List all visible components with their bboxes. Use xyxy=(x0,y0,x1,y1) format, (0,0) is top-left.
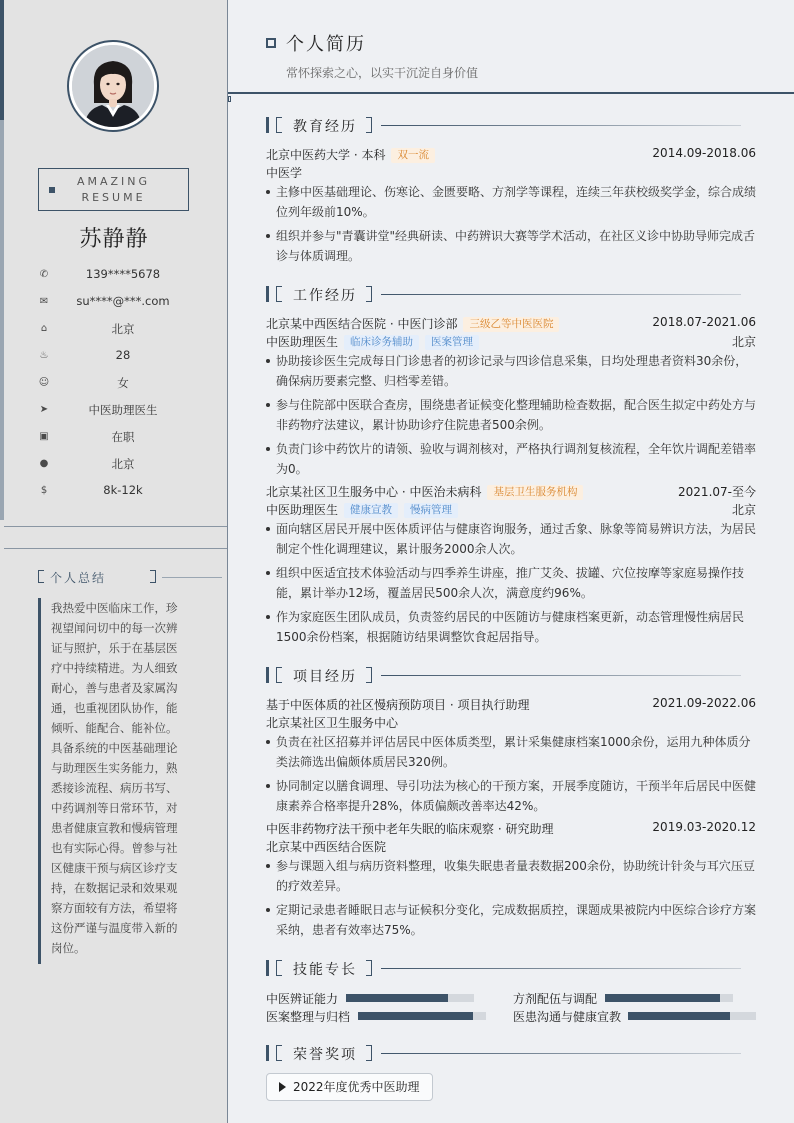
section-bar xyxy=(266,117,269,133)
page-title: 个人简历 xyxy=(286,34,366,55)
list-item: 协助接诊医生完成每日门诊患者的初诊记录与四诊信息采集，日均处理患者资料30余份，确保病历要素完整、归档零差错。 xyxy=(266,351,756,391)
job-bullets xyxy=(266,351,756,479)
badge-square-icon xyxy=(49,187,55,193)
sidebar-divider xyxy=(4,526,227,527)
honor-label: 2022年度优秀中医助理 xyxy=(293,1080,420,1094)
send-icon: ➤ xyxy=(39,404,49,415)
heading-rule xyxy=(381,125,741,126)
job-org: 北京某中西医结合医院 · 中医门诊部 xyxy=(266,317,458,331)
skill-item xyxy=(513,1008,756,1022)
summary-text: 我热爱中医临床工作，珍视望闻问切中的每一次辨证与照护，乐于在基层医疗中持续精进。为人细致耐心，善与患者及家属沟通，也重视团队协作，能倾听、能配合、能补位。具备系统的中医基础理论与助理医生实务能力，熟悉接诊流程、病历书写、中药调剂等日常环节，对患者健康宣教和慢病管理也有实际心得。曾参与社区健康干预与病区诊疗支持，在数据记录和效果观察方面较有方法，希望将这份严谨与温度带入新的岗位。 xyxy=(38,598,186,964)
honor-badge xyxy=(266,1073,433,1101)
skill-name: 方剂配伍与调配 xyxy=(513,992,598,1006)
bracket-right-icon xyxy=(366,117,372,133)
briefcase-icon: ▣ xyxy=(39,431,49,442)
info-row-phone xyxy=(0,264,228,291)
job-date: 2018.07-2021.06 xyxy=(652,315,756,329)
job-date: 2021.07-至今 xyxy=(678,485,756,499)
info-row-hometown xyxy=(0,318,228,345)
bracket-right-icon xyxy=(366,667,372,683)
section-title: 技能专长 xyxy=(293,962,357,978)
job-org-line xyxy=(266,315,559,332)
amazing-resume-badge xyxy=(38,168,189,211)
list-item: 组织中医适宜技术体验活动与四季养生讲座，推广艾灸、拔罐、穴位按摩等家庭易操作技能，累计举办12场，覆盖居民500余人次，满意度约96%。 xyxy=(266,563,756,603)
contact-info-list xyxy=(0,264,228,507)
cake-icon: ♨ xyxy=(39,350,49,361)
school-name: 北京中医药大学 · 本科 xyxy=(266,148,386,162)
job-role-line xyxy=(266,333,479,350)
list-item: 主修中医基础理论、伤寒论、金匮要略、方剂学等课程，连续三年获校级奖学金，综合成绩位列年级前10%。 xyxy=(266,182,756,222)
section-heading-projects xyxy=(266,665,756,685)
location-icon: ● xyxy=(39,458,49,469)
skill-item xyxy=(266,990,474,1004)
info-row-gender xyxy=(0,372,228,399)
info-row-position xyxy=(0,399,228,426)
job-role: 中医助理医生 xyxy=(266,503,339,517)
skill-bar-fill xyxy=(605,994,720,1002)
section-title: 荣誉奖项 xyxy=(293,1047,357,1063)
list-item: 面向辖区居民开展中医体质评估与健康咨询服务，通过舌象、脉象等简易辨识方法，为居民制定个性化调理建议，累计服务2000余人次。 xyxy=(266,519,756,559)
section-heading-education xyxy=(266,115,756,135)
section-heading-skills xyxy=(266,958,756,978)
project-org: 北京某中西医结合医院 xyxy=(266,840,387,854)
heading-rule xyxy=(162,577,222,578)
school-tag: 双一流 xyxy=(391,148,435,163)
project-org-row xyxy=(266,714,756,732)
header-rule-tick xyxy=(228,96,231,102)
hometown-value: 北京 xyxy=(111,322,135,336)
section-bar xyxy=(266,667,269,683)
bracket-right-icon xyxy=(366,1045,372,1061)
status-value: 在职 xyxy=(111,430,135,444)
job-header-row xyxy=(266,315,756,333)
header-rule xyxy=(228,92,794,94)
education-block xyxy=(266,146,756,270)
avatar-photo xyxy=(72,45,154,127)
job-role: 中医助理医生 xyxy=(266,335,339,349)
skill-name: 医患沟通与健康宣教 xyxy=(513,1010,622,1024)
project-name: 基于中医体质的社区慢病预防项目 · 项目执行助理 xyxy=(266,698,530,712)
project-org: 北京某社区卫生服务中心 xyxy=(266,716,399,730)
info-row-status xyxy=(0,426,228,453)
job-role-line xyxy=(266,501,458,518)
section-bar xyxy=(266,960,269,976)
info-row-salary xyxy=(0,480,228,507)
list-item: 参与住院部中医联合查房，围绕患者证候变化整理辅助检查数据，配合医生拟定中药处方与非药物疗法建议，累计协助诊疗住院患者500余例。 xyxy=(266,395,756,435)
job-org-tag: 三级乙等中医医院 xyxy=(463,317,559,332)
skill-bar-track xyxy=(605,994,733,1002)
mail-icon: ✉ xyxy=(39,296,49,307)
skill-item xyxy=(266,1008,486,1022)
heading-rule xyxy=(381,968,741,969)
section-title: 项目经历 xyxy=(293,669,357,685)
title-square-icon xyxy=(266,38,276,48)
job-city: 北京 xyxy=(731,503,756,517)
summary-title: 个人总结 xyxy=(50,571,107,585)
page-subtitle: 常怀探索之心，以实干沉淀自身价值 xyxy=(286,66,479,80)
skill-name: 中医辨证能力 xyxy=(266,992,339,1006)
job-header-row xyxy=(266,483,756,501)
info-row-location xyxy=(0,453,228,480)
info-row-age xyxy=(0,345,228,372)
job-role-row xyxy=(266,501,756,519)
bracket-left-icon xyxy=(276,960,282,976)
section-heading-work xyxy=(266,284,756,304)
gender-value: 女 xyxy=(117,376,129,390)
job-org-line xyxy=(266,483,583,500)
section-bar xyxy=(266,286,269,302)
bracket-right-icon xyxy=(366,286,372,302)
skill-bar-fill xyxy=(346,994,448,1002)
job-bullets xyxy=(266,519,756,647)
project-header-row xyxy=(266,696,756,714)
project-block-1 xyxy=(266,696,756,820)
list-item: 作为家庭医生团队成员，负责签约居民的中医随访与健康档案更新，动态管理慢性病居民1500余份档案，根据随访结果调整饮食起居指导。 xyxy=(266,607,756,647)
job-skill-tag: 临床诊务辅助 xyxy=(344,335,419,350)
sidebar-divider xyxy=(4,548,227,549)
bracket-left-icon xyxy=(276,117,282,133)
education-major-row xyxy=(266,164,756,182)
school-line xyxy=(266,146,435,163)
job-city: 北京 xyxy=(731,335,756,349)
work-block-2 xyxy=(266,483,756,651)
heading-rule xyxy=(381,1053,741,1054)
section-heading-honors xyxy=(266,1043,756,1063)
person-portrait-icon xyxy=(72,45,154,127)
smile-icon: ☺ xyxy=(38,377,50,388)
email-value: su****@***.com xyxy=(76,294,170,308)
play-triangle-icon xyxy=(279,1082,286,1092)
job-skill-tag: 健康宣教 xyxy=(344,503,398,518)
job-skill-tag: 医案管理 xyxy=(425,335,479,350)
job-skill-tag: 慢病管理 xyxy=(404,503,458,518)
skill-bar-fill xyxy=(358,1012,473,1020)
phone-icon: ✆ xyxy=(39,269,49,280)
project-date: 2021.09-2022.06 xyxy=(652,696,756,710)
project-org-row xyxy=(266,838,756,856)
project-bullets xyxy=(266,732,756,816)
bracket-left-icon xyxy=(276,1045,282,1061)
avatar xyxy=(67,40,159,132)
money-icon: $ xyxy=(40,485,48,496)
badge-line1: AMAZING xyxy=(76,175,151,188)
position-value: 中医助理医生 xyxy=(88,403,158,417)
home-icon: ⌂ xyxy=(40,323,48,334)
job-org: 北京某社区卫生服务中心 · 中医治未病科 xyxy=(266,485,482,499)
badge-line2: RESUME xyxy=(81,191,146,204)
heading-rule xyxy=(381,294,741,295)
education-header-row xyxy=(266,146,756,164)
bracket-left-icon xyxy=(276,286,282,302)
skill-bar-track xyxy=(346,994,474,1002)
education-date: 2014.09-2018.06 xyxy=(652,146,756,160)
education-bullets xyxy=(266,182,756,266)
heading-rule xyxy=(381,675,741,676)
section-title: 教育经历 xyxy=(293,119,357,135)
skill-item xyxy=(513,990,733,1004)
section-title: 工作经历 xyxy=(293,288,357,304)
summary-heading xyxy=(38,568,228,586)
bracket-right-icon xyxy=(150,570,156,583)
skill-bar-track xyxy=(358,1012,486,1020)
phone-value: 139****5678 xyxy=(85,267,161,281)
work-block-1 xyxy=(266,315,756,483)
job-role-row xyxy=(266,333,756,351)
list-item: 组织并参与"青囊讲堂"经典研读、中药辨识大赛等学术活动，在社区义诊中协助导师完成舌诊与体质调理。 xyxy=(266,226,756,266)
location-value: 北京 xyxy=(111,457,135,471)
skill-name: 医案整理与归档 xyxy=(266,1010,351,1024)
bracket-left-icon xyxy=(38,570,44,583)
list-item: 协同制定以膳食调理、导引功法为核心的干预方案，开展季度随访，干预半年后居民中医健康素养合格率提升28%，体质偏颇改善率达42%。 xyxy=(266,776,756,816)
major: 中医学 xyxy=(266,166,303,180)
list-item: 参与课题入组与病历资料整理，收集失眠患者量表数据200余份，协助统计针灸与耳穴压豆的疗效差异。 xyxy=(266,856,756,896)
age-value: 28 xyxy=(115,348,131,362)
project-date: 2019.03-2020.12 xyxy=(652,820,756,834)
sidebar-accent-stripe xyxy=(0,0,4,120)
list-item: 负责门诊中药饮片的请领、验收与调剂核对，严格执行调剂复核流程，全年饮片调配差错率为0。 xyxy=(266,439,756,479)
list-item: 负责在社区招募并评估居民中医体质类型，累计采集健康档案1000余份，运用九种体质分类法筛选出偏颇体质居民320例。 xyxy=(266,732,756,772)
info-row-email xyxy=(0,291,228,318)
salary-value: 8k-12k xyxy=(103,483,143,497)
list-item: 定期记录患者睡眠日志与证候积分变化，完成数据质控，课题成果被院内中医综合诊疗方案采纳，患者有效率达75%。 xyxy=(266,900,756,940)
sidebar xyxy=(0,0,228,1123)
project-bullets xyxy=(266,856,756,940)
skill-bar-track xyxy=(628,1012,756,1020)
project-block-2 xyxy=(266,820,756,944)
job-org-tag: 基层卫生服务机构 xyxy=(487,485,583,500)
bracket-right-icon xyxy=(366,960,372,976)
section-bar xyxy=(266,1045,269,1061)
project-name: 中医非药物疗法干预中老年失眠的临床观察 · 研究助理 xyxy=(266,822,554,836)
skill-bar-fill xyxy=(628,1012,730,1020)
candidate-name: 苏静静 xyxy=(79,227,149,252)
bracket-left-icon xyxy=(276,667,282,683)
project-header-row xyxy=(266,820,756,838)
